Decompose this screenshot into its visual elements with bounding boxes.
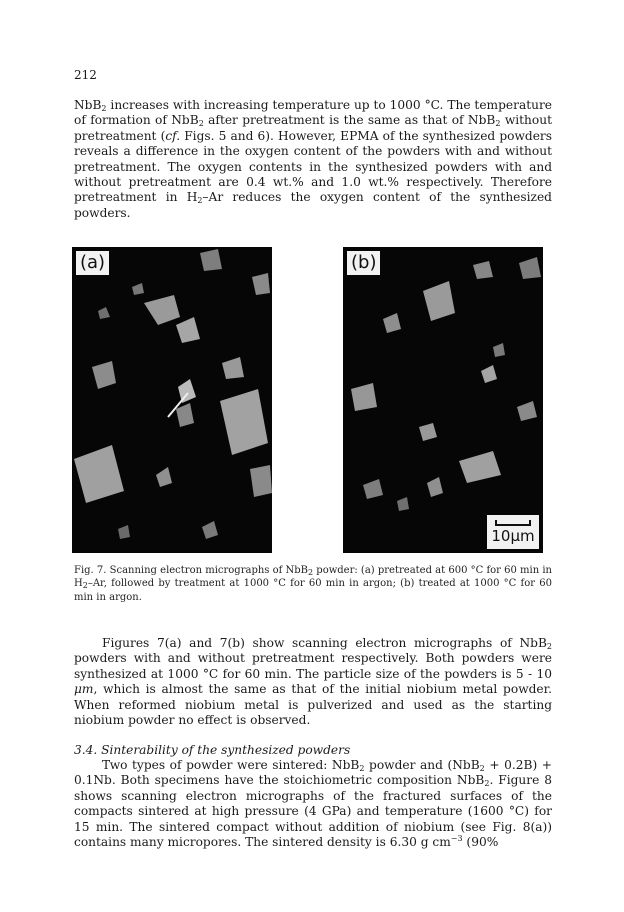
caption-text: –Ar, followed by treatment at 1000 °C for 60 min in argon; (b) treated at 1000 °C for 60 min in argon. bbox=[74, 578, 552, 603]
caption-text: 2 bbox=[82, 581, 88, 591]
para3-text: powder and (NbB bbox=[364, 758, 480, 772]
para3-text: 2 bbox=[484, 779, 490, 789]
caption-text: Fig. 7. Scanning electron micrographs of NbB bbox=[74, 565, 309, 576]
para1-text: 2 bbox=[198, 119, 204, 129]
para3-text: 2 bbox=[479, 764, 485, 773]
para1-text: without pretreatment ( bbox=[74, 113, 552, 143]
panel-label-a: (a) bbox=[76, 251, 109, 275]
para3-text: −3 bbox=[450, 834, 463, 844]
body-paragraph-2 bbox=[74, 636, 552, 728]
panel-label-b: (b) bbox=[347, 251, 380, 275]
para3-text: + 0.2B) + 0.1Nb. Both specimens have the stoichiometric composition NbB bbox=[74, 758, 552, 788]
para1-text: increases with increasing temperature up to 1000 °C. The temperature of formation of NbB bbox=[74, 98, 552, 128]
para2-text: Figures 7(a) and 7(b) show scanning electron micrographs of NbB bbox=[102, 636, 547, 650]
scale-bar-line bbox=[495, 520, 531, 526]
caption-text: 2 bbox=[308, 568, 314, 577]
page-number: 212 bbox=[74, 68, 97, 82]
body-paragraph-1 bbox=[74, 98, 552, 221]
micrograph-b-particles bbox=[343, 247, 543, 553]
section-heading: 3.4. Sinterability of the synthesized powders bbox=[74, 743, 351, 757]
para3-text: Two types of powder were sintered: NbB bbox=[102, 758, 360, 772]
para3-text: 2 bbox=[359, 764, 365, 773]
para3-text: . Figure 8 shows scanning electron micrographs of the fractured surfaces of the compacts sintered at high pressure (4 GPa) and temperature (1600 °C) for 15 min. The sintered compact without addition of niobium (see Fig. 8(a)) contains many micropores. The sintered density is 6.30 g cm bbox=[74, 773, 552, 850]
para1-text: cf. bbox=[165, 128, 181, 143]
para1-text: Figs. 5 and 6). However, EPMA of the synthesized powders reveals a difference in the oxygen content of the powders with and without pretreatment. The oxygen contents in the synthesized powders with and without pretreatment are 0.4 wt.% and 1.0 wt.% respectively. Therefore pretreatment in H bbox=[74, 128, 552, 205]
para1-text: 2 bbox=[197, 196, 203, 206]
scale-bar-label: 10μm bbox=[491, 527, 535, 545]
caption-text: powder: (a) pretreated at 600 °C for 60 min in H bbox=[74, 565, 552, 590]
para1-text: after pretreatment is the same as that of NbB bbox=[203, 113, 496, 128]
figure-caption bbox=[74, 564, 552, 604]
para2-text: powders with and without pretreatment respectively. Both powders were synthesized at 1000 °C for 60 min. The particle size of the powders is 5 - 10 bbox=[74, 651, 552, 681]
body-paragraph-3 bbox=[74, 758, 552, 850]
para1-text: 2 bbox=[101, 104, 107, 113]
micrograph-a bbox=[72, 247, 272, 553]
para2-text: 2 bbox=[546, 642, 552, 651]
micrograph-b bbox=[343, 247, 543, 553]
figure-7 bbox=[0, 247, 624, 559]
para1-text: –Ar reduces the oxygen content of the synthesized powders. bbox=[74, 190, 552, 220]
para1-text: 2 bbox=[495, 119, 501, 129]
scale-bar bbox=[487, 515, 539, 549]
micrograph-a-particles bbox=[72, 247, 272, 553]
para2-text: , which is almost the same as that of the initial niobium metal powder. When reformed niobium metal is pulverized and used as the starting niobium powder no effect is observed. bbox=[74, 682, 552, 728]
para2-text: μm bbox=[74, 682, 94, 697]
para1-text: NbB bbox=[74, 98, 102, 112]
para3-text: (90% bbox=[462, 835, 499, 850]
